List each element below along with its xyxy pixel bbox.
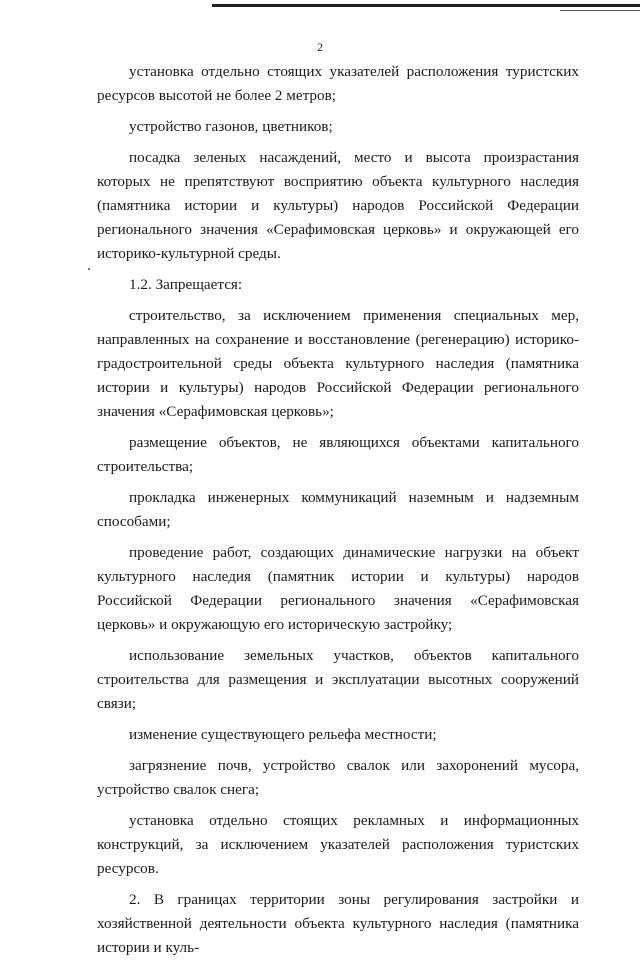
paragraph-dynamic-loads: проведение работ, создающих динамические нагрузки на объект культурного наследия (памятник истории и культуры) народов Российской Федерации регионального значения «Серафимовская церковь» и окружающую его историческую застройку; bbox=[97, 544, 579, 633]
paragraph-advertising: установка отдельно стоящих рекламных и информационных конструкций, за исключением указателей расположения туристских ресурсов. bbox=[97, 812, 579, 877]
scan-speck bbox=[88, 268, 90, 270]
paragraph-tourist-signs: установка отдельно стоящих указателей расположения туристских ресурсов высотой не более 2 метров; bbox=[97, 63, 579, 104]
paragraph-engineering-communications: прокладка инженерных коммуникаций наземным и надземным способами; bbox=[97, 489, 579, 530]
paragraph-soil-pollution: загрязнение почв, устройство свалок или захоронений мусора, устройство свалок снега; bbox=[97, 757, 579, 798]
scan-top-border bbox=[212, 4, 640, 7]
page-number: 2 bbox=[317, 40, 323, 54]
paragraph-lawns: устройство газонов, цветников; bbox=[129, 118, 333, 135]
paragraph-zone-regulation: 2. В границах территории зоны регулирования застройки и хозяйственной деятельности объекта культурного наследия (памятника истории и куль- bbox=[97, 891, 579, 956]
section-heading-prohibited: 1.2. Запрещается: bbox=[129, 276, 243, 293]
paragraph-construction: строительство, за исключением применения специальных мер, направленных на сохранение и восстановление (регенерацию) историко-градостроительной среды объекта культурного наследия (памятника истории и культуры) народов Российской Федерации регионального значения «Серафимовская церковь»; bbox=[97, 307, 579, 420]
paragraph-communication-structures: использование земельных участков, объектов капитального строительства для размещения и эксплуатации высотных сооружений связи; bbox=[97, 647, 579, 712]
scan-top-border-thin bbox=[560, 10, 640, 11]
paragraph-relief-change: изменение существующего рельефа местности; bbox=[129, 726, 437, 743]
paragraph-planting: посадка зеленых насаждений, место и высота произрастания которых не препятствуют восприятию объекта культурного наследия (памятника истории и культуры) народов Российской Федерации регионального значения «Серафимовская церковь» и окружающей его историко-культурной среды. bbox=[97, 149, 579, 262]
document-body bbox=[97, 60, 579, 967]
paragraph-non-capital-objects: размещение объектов, не являющихся объектами капитального строительства; bbox=[97, 434, 579, 475]
